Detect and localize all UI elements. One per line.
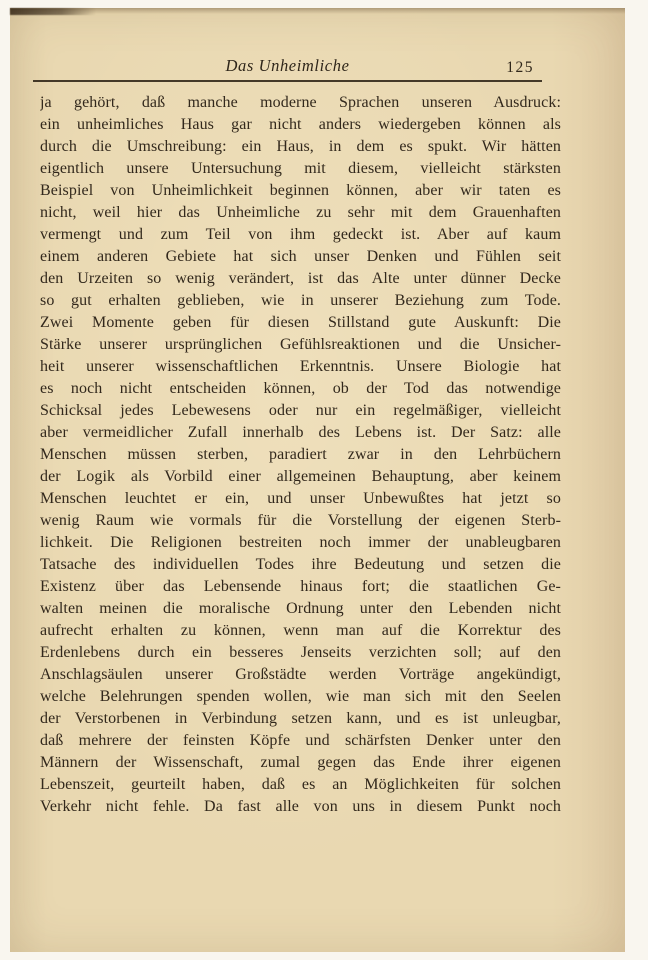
text-line: der Verstorbenen in Verbindung setzen kann, und es ist unleugbar, xyxy=(40,710,561,727)
text-line: vermengt und zum Teil von ihm gedeckt ist. Aber auf kaum xyxy=(40,226,561,243)
text-line: einem anderen Gebiete hat sich unser Denken und Fühlen seit xyxy=(40,248,561,265)
text-line: heit unserer wissenschaftlichen Erkenntnis. Unsere Biologie hat xyxy=(40,358,561,375)
text-line: daß mehrere der feinsten Köpfe und schärfsten Denker unter den xyxy=(40,732,561,749)
text-line: aber vermeidlicher Zufall innerhalb des Lebens ist. Der Satz: alle xyxy=(40,424,561,441)
scan-edge-smudge xyxy=(10,8,96,15)
text-line: Schicksal jedes Lebewesens oder nur ein regelmäßiger, vielleicht xyxy=(40,402,561,419)
text-line: wenig Raum wie vormals für die Vorstellung der eigenen Sterb- xyxy=(40,512,561,529)
text-line: ein unheimliches Haus gar nicht anders wiedergeben können als xyxy=(40,116,561,133)
text-line: es noch nicht entscheiden können, ob der Tod das notwendige xyxy=(40,380,561,397)
text-line: eigentlich unsere Untersuchung mit diesem, vielleicht stärksten xyxy=(40,160,561,177)
text-line: Stärke unserer ursprünglichen Gefühlsreaktionen und die Unsicher- xyxy=(40,336,561,353)
text-line: Menschen müssen sterben, paradiert zwar in den Lehrbüchern xyxy=(40,446,561,463)
text-line: Menschen leuchtet er ein, und unser Unbewußtes hat jetzt so xyxy=(40,490,561,507)
page-text xyxy=(40,92,561,818)
text-line: Tatsache des individuellen Todes ihre Bedeutung und setzen die xyxy=(40,556,561,573)
text-line: aufrecht erhalten zu können, wenn man auf die Korrektur des xyxy=(40,622,561,639)
page-title: Das Unheimliche xyxy=(225,56,350,75)
text-line: nicht, weil hier das Unheimliche zu sehr mit dem Grauenhaften xyxy=(40,204,561,221)
page-number: 125 xyxy=(506,59,534,76)
text-line: Lebenszeit, geurteilt haben, daß es an Möglichkeiten für solchen xyxy=(40,776,561,793)
text-line: so gut erhalten geblieben, wie in unserer Beziehung zum Tode. xyxy=(40,292,561,309)
book-page xyxy=(10,8,625,952)
text-line: walten meinen die moralische Ordnung unter den Lebenden nicht xyxy=(40,600,561,617)
text-line: lichkeit. Die Religionen bestreiten noch immer der unableugbaren xyxy=(40,534,561,551)
text-line: durch die Umschreibung: ein Haus, in dem es spukt. Wir hätten xyxy=(40,138,561,155)
text-line: den Urzeiten so wenig verändert, ist das Alte unter dünner Decke xyxy=(40,270,561,287)
text-line: Existenz über das Lebensende hinaus fort; die staatlichen Ge- xyxy=(40,578,561,595)
text-line: Männern der Wissenschaft, zumal gegen das Ende ihrer eigenen xyxy=(40,754,561,771)
text-line: ja gehört, daß manche moderne Sprachen unseren Ausdruck: xyxy=(40,94,561,111)
text-line: welche Belehrungen spenden wollen, wie man sich mit den Seelen xyxy=(40,688,561,705)
text-line: Verkehr nicht fehle. Da fast alle von uns in diesem Punkt noch xyxy=(40,798,561,815)
text-line: Anschlagsäulen unserer Großstädte werden Vorträge angekündigt, xyxy=(40,666,561,683)
running-head xyxy=(33,54,542,82)
text-line: Erdenlebens durch ein besseres Jenseits verzichten soll; auf den xyxy=(40,644,561,661)
text-line: Zwei Momente geben für diesen Stillstand gute Auskunft: Die xyxy=(40,314,561,331)
text-line: Beispiel von Unheimlichkeit beginnen können, aber wir taten es xyxy=(40,182,561,199)
text-line: der Logik als Vorbild einer allgemeinen Behauptung, aber keinem xyxy=(40,468,561,485)
